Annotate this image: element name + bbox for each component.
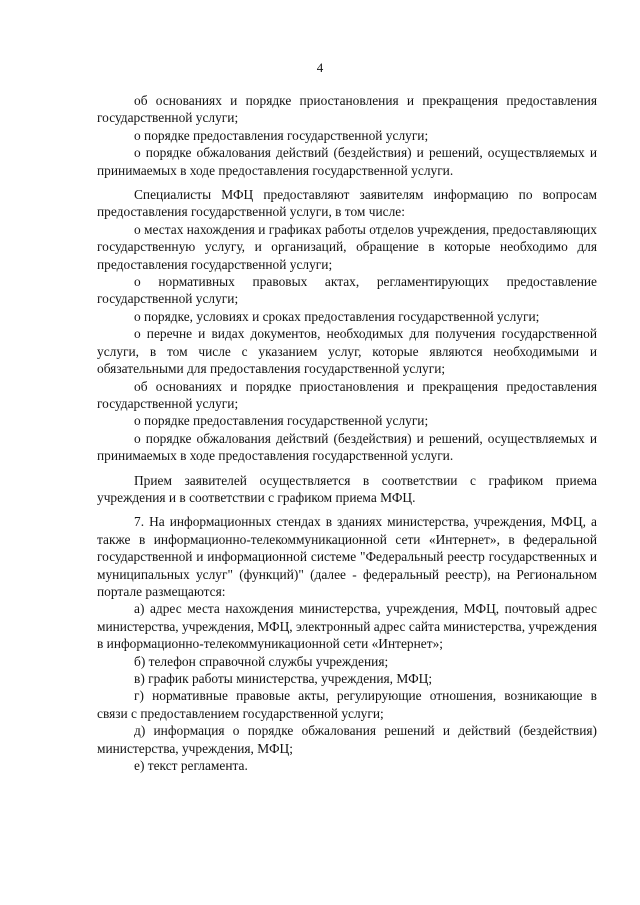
page-number: 4 (316, 60, 324, 75)
paragraph: г) нормативные правовые акты, регулирующие отношения, возникающие в связи с предоставлением государственной услуги; (97, 688, 597, 721)
paragraph: об основаниях и порядке приостановления и прекращения предоставления государственной услуги; (97, 378, 597, 411)
paragraph: о порядке обжалования действий (бездействия) и решений, осуществляемых и принимаемых в ходе предоставления государственной услуги. (97, 430, 597, 464)
paragraph: о перечне и видах документов, необходимых для получения государственной услуги, в том числе с указанием услуг, которые являются необходимыми и обязательными для предоставления государственной услуги; (97, 326, 597, 377)
paragraph: о порядке, условиях и сроках предоставления государственной услуги; (134, 308, 540, 324)
document-body (97, 92, 597, 774)
paragraph: 7. На информационных стендах в зданиях министерства, учреждения, МФЦ, а также в информационно-телекоммуникационной сети «Интернет», в федеральной государственной и информационной системе "Федеральный реестр государственных и муниципальных услуг" (функций)" (далее - федеральный реестр), на Региональном портале размещаются: (97, 514, 597, 599)
paragraph: Специалисты МФЦ предоставляют заявителям информацию по вопросам предоставления государственной услуги, в том числе: (97, 187, 597, 220)
paragraph: а) адрес места нахождения министерства, учреждения, МФЦ, почтовый адрес министерства, учреждения, МФЦ, электронный адрес сайта министерства, учреждения в информационно-телекоммуникационной сети «Интернет»; (97, 601, 597, 652)
paragraph: б) телефон справочной службы учреждения; (134, 653, 389, 669)
paragraph: о нормативных правовых актах, регламентирующих предоставление государственной услуги; (97, 274, 597, 307)
paragraph: о порядке обжалования действий (бездействия) и решений, осуществляемых и принимаемых в ходе предоставления государственной услуги. (97, 145, 597, 178)
paragraph: Прием заявителей осуществляется в соответствии с графиком приема учреждения и в соответствии с графиком приема МФЦ. (97, 472, 597, 505)
paragraph: е) текст регламента. (134, 758, 248, 774)
paragraph: об основаниях и порядке приостановления и прекращения предоставления государственной услуги; (97, 93, 597, 126)
paragraph: о порядке предоставления государственной услуги; (134, 127, 429, 143)
paragraph: в) график работы министерства, учреждения, МФЦ; (134, 671, 433, 686)
paragraph: о порядке предоставления государственной услуги; (134, 413, 429, 429)
paragraph: о местах нахождения и графиках работы отделов учреждения, предоставляющих государственную услугу, и организаций, обращение в которые необходимо для предоставления государственной услуги; (97, 221, 597, 272)
paragraph: д) информация о порядке обжалования решений и действий (бездействия) министерства, учреждения, МФЦ; (97, 723, 597, 756)
